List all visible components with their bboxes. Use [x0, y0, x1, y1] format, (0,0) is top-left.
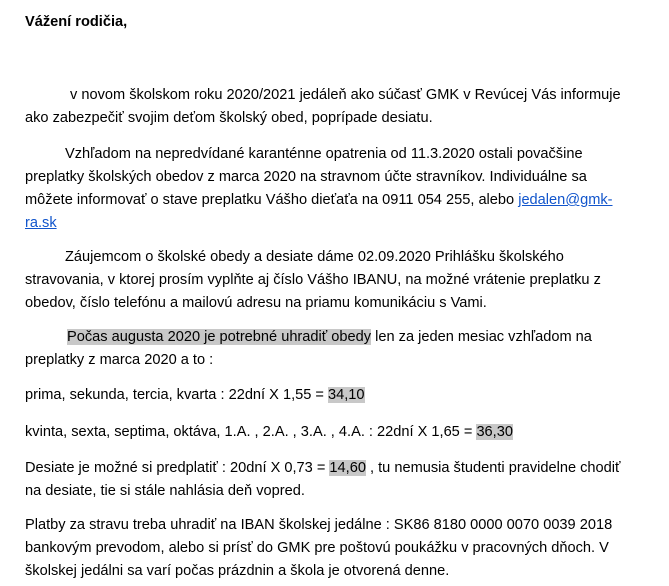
- paragraph-payment-method: [25, 514, 635, 583]
- price-line-lower-grades: [25, 384, 635, 407]
- paragraph-application: [25, 246, 635, 315]
- price-line-lower-text: prima, sekunda, tercia, kvarta : 22dní X 1,55 =: [25, 387, 328, 403]
- paragraph-snacks-text1: Desiate je možné si predplatiť : 20dní X 0,73 =: [25, 460, 330, 476]
- paragraph-intro: [25, 84, 635, 130]
- paragraph-snacks-text2: , tu nemusia študenti pravidelne chodiť na desiate, tie si stále nahlásia deň vopred.: [25, 460, 621, 499]
- paragraph-payment-text: Platby za stravu treba uhradiť na IBAN školskej jedálne : SK86 8180 0000 0070 0039 2018 bankovým prevodom, alebo si prísť do GMK pre poštovú poukážku v pracovných dňoch. V školskej jedálni sa varí počas prázdnin a škola je otvorená denne.: [25, 517, 613, 579]
- paragraph-intro-text: v novom školskom roku 2020/2021 jedáleň ako súčasť GMK v Revúcej Vás informuje ako zabezpečiť svojim deťom školský obed, poprípade desiatu.: [25, 87, 621, 126]
- paragraph-august-text: len za jeden mesiac vzhľadom na preplatky z marca 2020 a to :: [25, 329, 592, 368]
- salutation: Vážení rodičia,: [25, 14, 128, 30]
- price-value-lower: 34,10: [327, 387, 365, 403]
- highlighted-phrase: Počas augusta 2020 je potrebné uhradiť obedy: [67, 329, 372, 345]
- price-line-upper-text: kvinta, sexta, septima, oktáva, 1.A. , 2.A. , 3.A. , 4.A. : 22dní X 1,65 =: [25, 424, 477, 440]
- paragraph-refund-text: Vzhľadom na nepredvídané karanténne opatrenia od 11.3.2020 ostali povačšine preplatky školských obedov z marca 2020 na stravnom účte stravníkov. Individuálne sa môžete informovať o stave preplatku Vášho dieťaťa na 0911 054 255, alebo: [25, 146, 587, 208]
- price-value-snacks: 14,60: [329, 460, 366, 476]
- price-line-upper-grades: [25, 421, 635, 444]
- paragraph-snacks: [25, 457, 635, 503]
- email-link[interactable]: jedalen@gmk-ra.sk: [25, 192, 613, 231]
- paragraph-refund-info: [25, 143, 635, 235]
- price-value-upper: 36,30: [476, 424, 513, 440]
- paragraph-application-text: Záujemcom o školské obedy a desiate dáme 02.09.2020 Prihlášku školského stravovania, v ktorej prosím vyplňte aj číslo Vášho IBANU, na možné vrátenie preplatku z obedov, číslo telefónu a mailovú adresu na priamu komunikáciu s Vami.: [25, 249, 601, 311]
- paragraph-august-payment: [25, 326, 635, 372]
